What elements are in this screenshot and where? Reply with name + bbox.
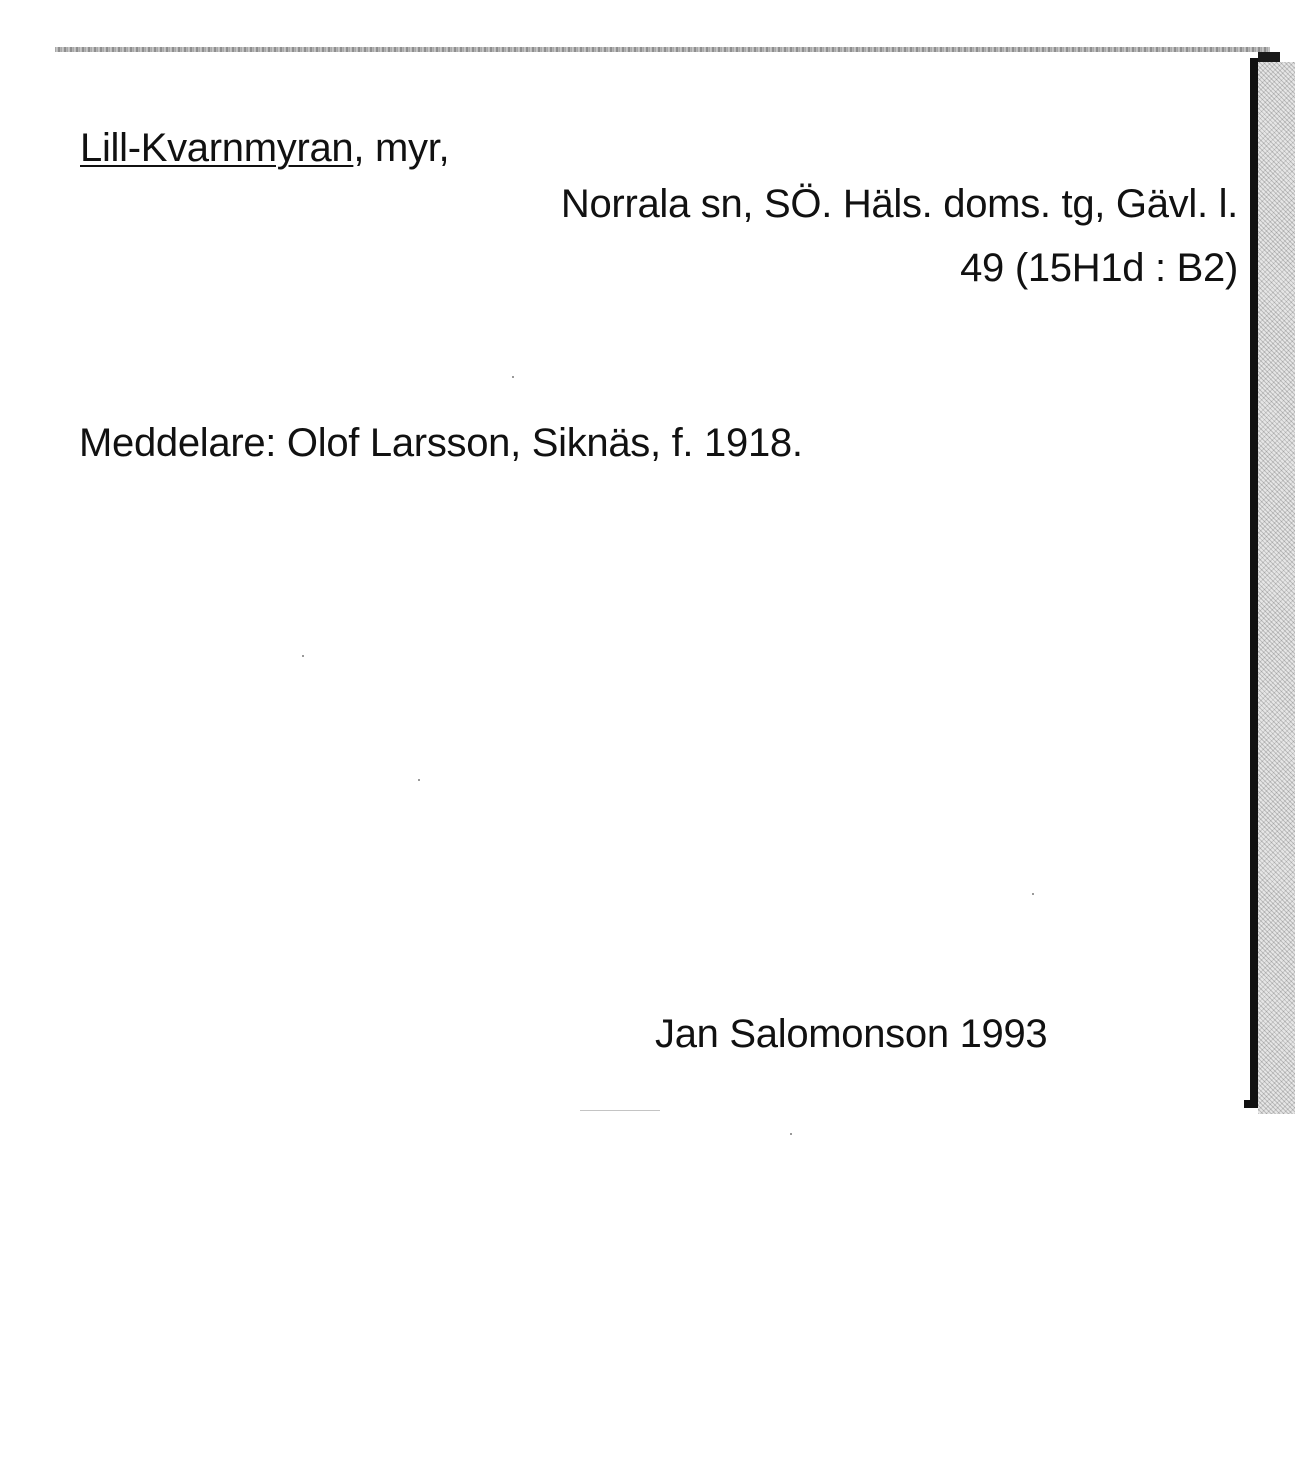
recorder-signature: Jan Salomonson 1993	[655, 1012, 1048, 1056]
scan-shadow	[1258, 62, 1295, 1114]
scan-speck	[790, 1133, 792, 1135]
card-right-edge	[1250, 58, 1258, 1108]
headword-suffix: , myr,	[353, 126, 450, 170]
scan-speck	[580, 1110, 660, 1111]
location-line: Norrala sn, SÖ. Häls. doms. tg, Gävl. l.	[560, 182, 1238, 226]
scan-speck	[418, 779, 420, 781]
headword: Lill-Kvarnmyran	[80, 126, 354, 170]
scan-speck	[302, 655, 304, 657]
card-top-edge	[55, 47, 1270, 52]
informant-line: Meddelare: Olof Larsson, Siknäs, f. 1918.	[79, 421, 803, 465]
scan-speck	[512, 376, 514, 378]
map-reference: 49 (15H1d : B2)	[960, 246, 1238, 290]
headword-line	[80, 128, 449, 168]
scan-speck	[1032, 893, 1034, 895]
